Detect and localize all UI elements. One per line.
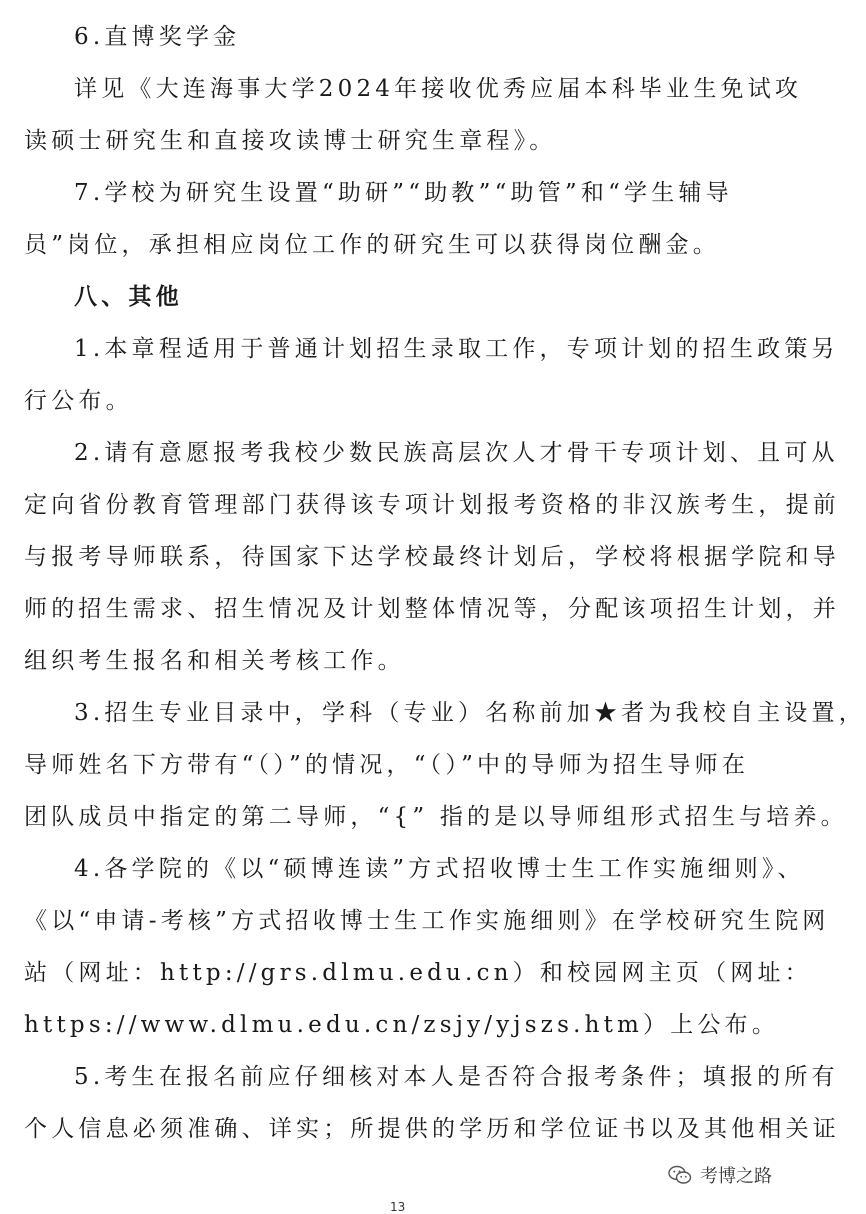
wechat-icon [668,1164,692,1186]
paragraph-line: 个人信息必须准确、详实；所提供的学历和学位证书以及其他相关证 [24,1116,840,1142]
watermark-text: 考博之路 [700,1166,772,1187]
paragraph-line: 《以“申请-考核”方式招收博士生工作实施细则》在学校研究生院网 [24,908,830,934]
paragraph-line: https://www.dlmu.edu.cn/zsjy/yjszs.htm）上公布。 [24,1012,780,1038]
paragraph-line: 员”岗位，承担相应岗位工作的研究生可以获得岗位酬金。 [24,232,720,258]
paragraph-line: 行公布。 [24,388,133,414]
paragraph-line: 师的招生需求、招生情况及计划整体情况等，分配该项招生计划，并 [24,596,840,622]
page-number: 13 [390,1200,406,1214]
paragraph-line: 3.招生专业目录中，学科（专业）名称前加★者为我校自主设置， [74,700,866,726]
paragraph-line: 详见《大连海事大学2024年接收优秀应届本科毕业生免试攻 [74,76,803,102]
section-heading-other: 八、其他 [74,284,183,310]
paragraph-line: 2.请有意愿报考我校少数民族高层次人才骨干专项计划、且可从 [74,440,839,466]
wechat-watermark [668,1162,772,1188]
paragraph-line: 5.考生在报名前应仔细核对本人是否符合报考条件；填报的所有 [74,1064,839,1090]
paragraph-line: 定向省份教育管理部门获得该专项计划报考资格的非汉族考生，提前 [24,492,840,518]
paragraph-line: 7.学校为研究生设置“助研”“助教”“助管”和“学生辅导 [74,180,733,206]
paragraph-line: 1.本章程适用于普通计划招生录取工作，专项计划的招生政策另 [74,336,839,362]
paragraph-line: 4.各学院的《以“硕博连读”方式招收博士生工作实施细则》、 [74,856,805,882]
section-item-6-title: 6.直博奖学金 [74,24,241,50]
paragraph-line: 读硕士研究生和直接攻读博士研究生章程》。 [24,128,557,154]
paragraph-line: 团队成员中指定的第二导师，“{” 指的是以导师组形式招生与培养。 [24,804,848,830]
paragraph-line: 与报考导师联系，待国家下达学校最终计划后，学校将根据学院和导 [24,544,840,570]
paragraph-line: 站（网址：http://grs.dlmu.edu.cn）和校园网主页（网址： [24,960,812,986]
paragraph-line: 导师姓名下方带有“（）”的情况，“（）”中的导师为招生导师在 [24,752,750,778]
paragraph-line: 组织考生报名和相关考核工作。 [24,648,405,674]
